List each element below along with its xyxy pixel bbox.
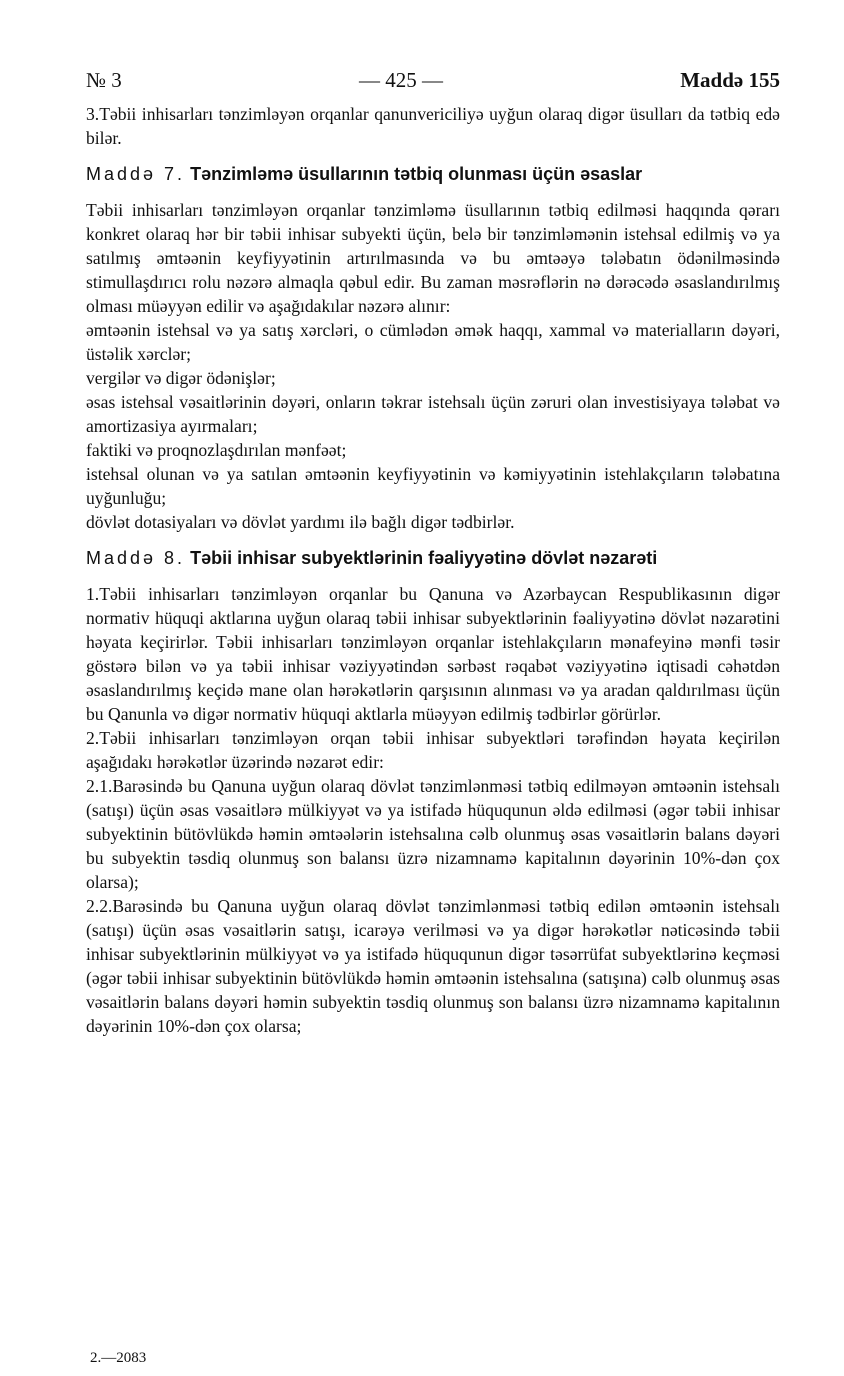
article-7-paragraph: əsas istehsal vəsaitlərinin dəyəri, onların təkrar istehsalı üçün zəruri olan investisiyaya tələbat və amortizasiya ayırmaları; — [86, 392, 780, 436]
article-8-paragraph: 2.Təbii inhisarları tənzimləyən orqan təbii inhisar subyektləri tərəfindən həyata keçirilən aşağıdakı hərəkətlər üzərində nəzarət edir: — [86, 728, 780, 772]
article-7-paragraph: vergilər və digər ödənişlər; — [86, 368, 276, 388]
article-7-label: Maddə 7. — [86, 164, 186, 184]
article-8-paragraph: 2.1.Barəsində bu Qanuna uyğun olaraq dövlət tənzimlənməsi tətbiq edilməyən əmtəənin istehsalı (satışı) üçün əsas vəsaitlərə mülkiyyət və ya istifadə hüququnun əldə edilməsi (əgər təbii inhisar subyektinin bütövlükdə həmin əmtəələrin istehsalına cəlb olunmuş əsas vəsaitlərin balans dəyəri bu subyektin təsdiq olunmuş son balansı üzrə nizamnamə kapitalının dəyərinin 10%-dən çox olarsa); — [86, 776, 780, 892]
article-8-title: Təbii inhisar subyektlərinin fəaliyyətinə dövlət nəzarəti — [190, 548, 658, 568]
article-7-paragraph: istehsal olunan və ya satılan əmtəənin keyfiyyətinin və kəmiyyətinin istehlakçıların tələbatına uyğunluğu; — [86, 464, 780, 508]
article-7-paragraph: əmtəənin istehsal və ya satış xərcləri, o cümlədən əmək haqqı, xammal və materialların dəyəri, üstəlik xərclər; — [86, 320, 780, 364]
article-7-paragraph: faktiki və proqnozlaşdırılan mənfəət; — [86, 440, 347, 460]
issue-number: № 3 — [86, 68, 122, 92]
article-reference: Maddə 155 — [680, 68, 780, 92]
page-number: — 425 — — [359, 68, 444, 92]
page-header — [86, 66, 780, 94]
article-7-paragraph: Təbii inhisarları tənzimləyən orqanlar tənzimləmə üsullarının tətbiq edilməsi haqqında qərarı konkret olaraq hər bir təbii inhisar subyekti üçün, belə bir tənzimləmənin istehsal edilmiş və ya satılmış əmtəənin keyfiyyətinin artırılmasında və bu əmtəəyə tələbatın ödənilməsində stimullaşdırıcı rolu nəzərə almaqla qəbul edir. Bu zaman məsrəflərin nə dərəcədə əsaslandırılmış olması müəyyən edilir və aşağıdakılar nəzərə alınır: — [86, 200, 780, 316]
intro-paragraph: 3.Təbii inhisarları tənzimləyən orqanlar qanunvericiliyə uyğun olaraq digər üsulları da tətbiq edə bilər. — [86, 104, 780, 148]
article-8-paragraph: 2.2.Barəsində bu Qanuna uyğun olaraq dövlət tənzimlənməsi tətbiq edilən əmtəənin istehsalı (satışı) üçün əsas vəsaitlərin satışı, icarəyə verilməsi və ya digər hərəkətlər nəticəsində təbii inhisar subyektlərinin mülkiyyət və ya istifadə hüququnun digər təsərrüfat subyektlərinə keçməsi (əgər təbii inhisar subyektinin bütövlükdə həmin əmtəənin istehsalına (satışına) cəlb olunmuş əsas vəsaitlərin balans dəyəri həmin subyektin təsdiq olunmuş son balansı üzrə nizamnamə kapitalının dəyərinin 10%-dən çox olarsa; — [86, 896, 780, 1036]
article-7-title: Tənzimləmə üsullarının tətbiq olunması üçün əsaslar — [190, 164, 643, 184]
article-8-paragraph: 1.Təbii inhisarları tənzimləyən orqanlar bu Qanuna və Azərbaycan Respublikasının digər normativ hüquqi aktlarına uyğun olaraq təbii inhisar subyektlərinin fəaliyyətinə dövlət nəzarətini həyata keçirirlər. Təbii inhisarları tənzimləyən orqanlar istehlakçıların mənafeyinə mənfi təsir göstərə bilən və ya təbii inhisar vəziyyətindən sərbəst rəqabət vəziyyətinə iqtisadi cəhətdən əsaslandırılmış keçidə mane olan hərəkətlərin qarşısının alınması və ya aradan qaldırılması üçün bu Qanunla və digər normativ hüquqi aktlarla müəyyən edilmiş tədbirlər görürlər. — [86, 584, 780, 724]
article-7-heading — [86, 162, 780, 186]
article-7-paragraph: dövlət dotasiyaları və dövlət yardımı ilə bağlı digər tədbirlər. — [86, 512, 515, 532]
page-footer: 2.—2083 — [90, 1350, 147, 1366]
document-page — [86, 66, 780, 1038]
article-8-heading — [86, 546, 780, 570]
article-8-label: Maddə 8. — [86, 548, 186, 568]
